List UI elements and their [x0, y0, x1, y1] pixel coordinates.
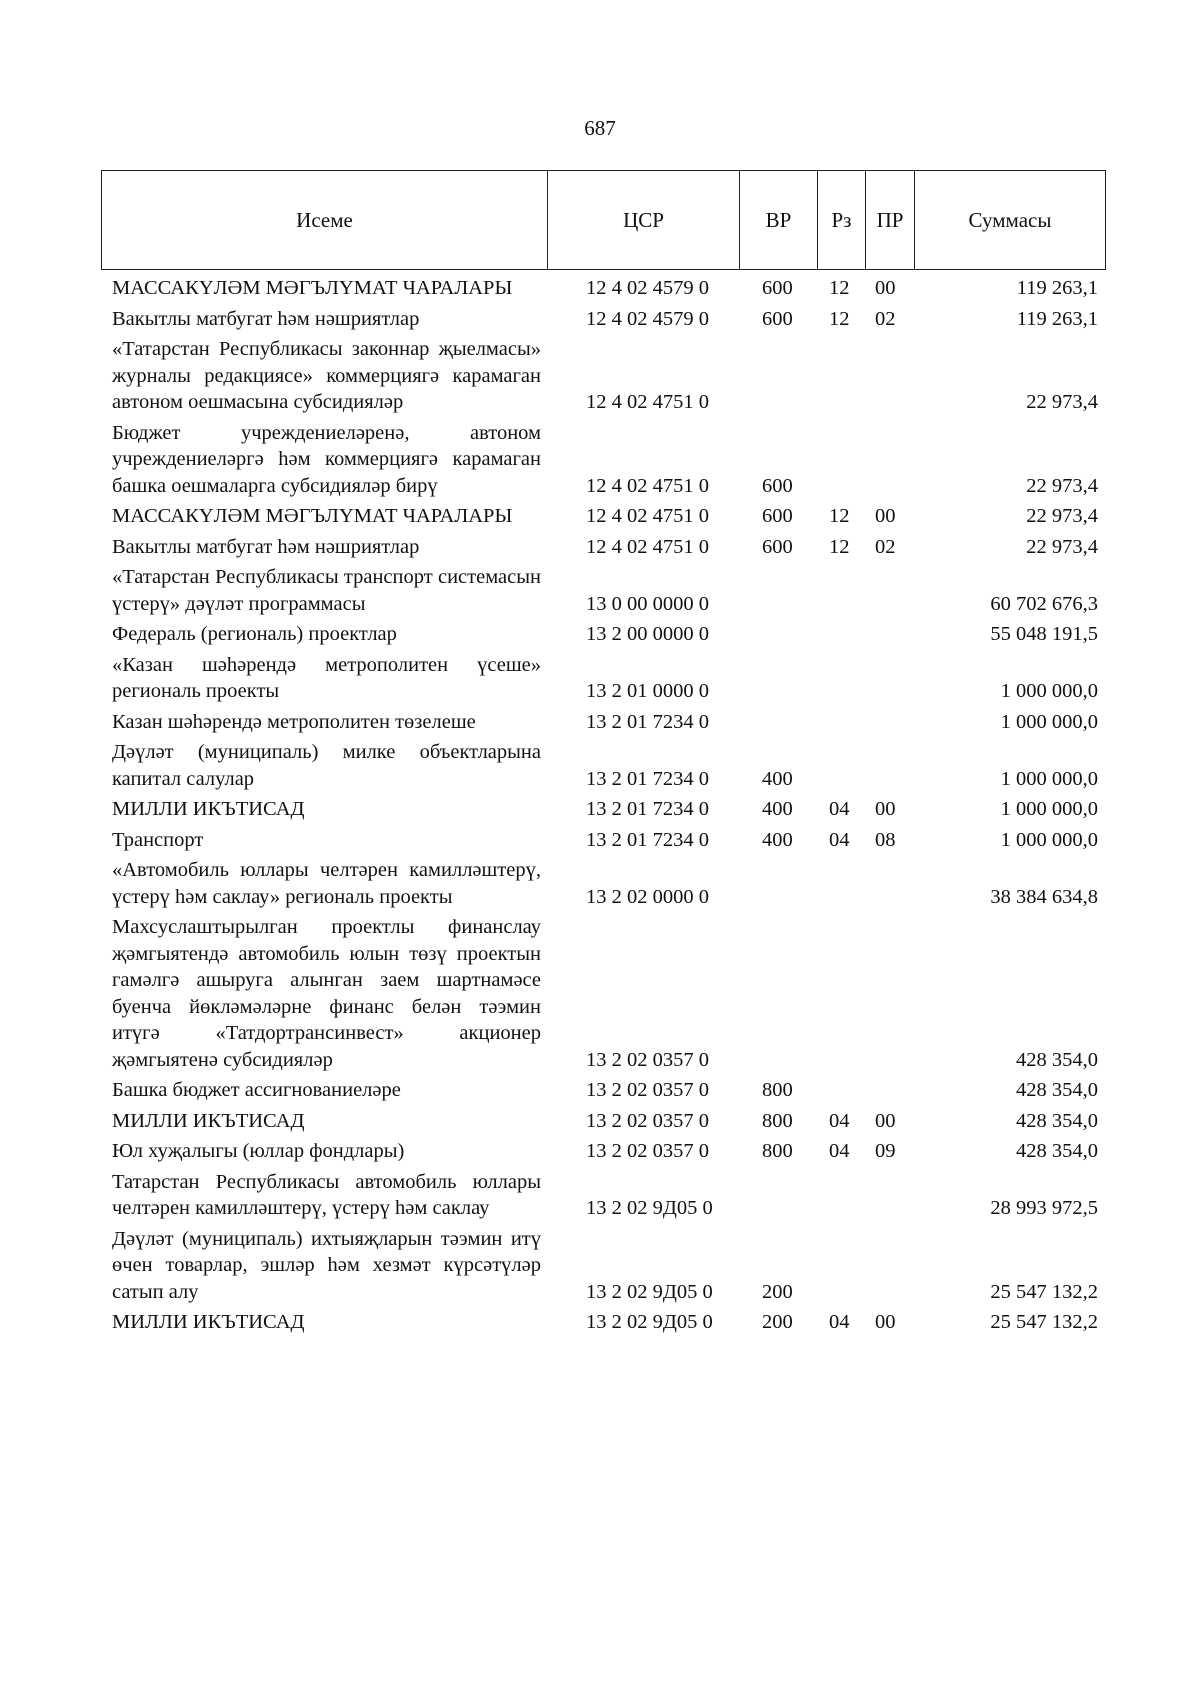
row-sum: 1 000 000,0 — [1000, 798, 1098, 820]
row-csr: 13 2 00 0000 0 — [586, 623, 709, 645]
row-sum: 60 702 676,3 — [990, 592, 1098, 615]
row-sum: 22 973,4 — [1026, 474, 1098, 497]
row-vr: 600 — [762, 277, 793, 299]
header-rz: Рз — [818, 171, 866, 269]
row-csr: 13 2 01 7234 0 — [586, 710, 709, 733]
row-sum: 428 354,0 — [1016, 1140, 1098, 1162]
budget-table-body — [101, 274, 1106, 1339]
row-sum: 428 354,0 — [1016, 1048, 1098, 1071]
row-name: Юл хуҗалыгы (юллар фондлары) — [112, 1140, 405, 1162]
row-rz: 04 — [829, 1109, 850, 1132]
table-row — [101, 620, 1106, 651]
row-rz: 12 — [829, 505, 850, 527]
table-row — [101, 563, 1106, 620]
row-name: Федераль (региональ) проектлар — [112, 623, 397, 645]
row-sum: 22 973,4 — [1026, 391, 1098, 413]
row-name: «Татарстан Республикасы транспорт системасын үстерү» дәүләт программасы — [112, 566, 541, 615]
table-row — [101, 738, 1106, 795]
row-vr: 600 — [762, 474, 793, 497]
row-vr: 800 — [762, 1079, 793, 1101]
table-row — [101, 1076, 1106, 1107]
row-csr: 13 2 02 0357 0 — [586, 1048, 709, 1071]
row-csr: 13 2 02 0357 0 — [586, 1140, 709, 1162]
table-row — [101, 1168, 1106, 1225]
row-vr: 400 — [762, 767, 793, 790]
row-name: МИЛЛИ ИКЪТИСАД — [112, 798, 305, 820]
row-pr: 08 — [875, 828, 896, 851]
table-row — [101, 1137, 1106, 1168]
row-name: МАССАКҮЛӘМ МӘГЪЛҮМАТ ЧАРАЛАРЫ — [112, 277, 513, 299]
row-name: Дәүләт (муниципаль) милке объектларына капитал салулар — [112, 741, 541, 790]
row-pr: 00 — [875, 1311, 896, 1333]
row-pr: 00 — [875, 798, 896, 820]
row-sum: 28 993 972,5 — [990, 1197, 1098, 1219]
row-name: «Автомобиль юллары челтәрен камилләштерү, үстерү һәм саклау» региональ проекты — [112, 859, 541, 908]
row-csr: 13 2 02 9Д05 0 — [586, 1280, 713, 1303]
table-row — [101, 419, 1106, 503]
row-vr: 200 — [762, 1311, 793, 1333]
row-csr: 13 2 02 9Д05 0 — [586, 1311, 713, 1333]
row-name: МИЛЛИ ИКЪТИСАД — [112, 1109, 305, 1132]
row-sum: 119 263,1 — [1016, 307, 1098, 330]
row-sum: 1 000 000,0 — [1000, 680, 1098, 702]
row-name: Вакытлы матбугат һәм нәшриятлар — [112, 535, 420, 558]
row-vr: 400 — [762, 798, 793, 820]
row-name: Транспорт — [112, 828, 204, 851]
row-csr: 12 4 02 4751 0 — [586, 391, 709, 413]
table-row — [101, 651, 1106, 708]
table-row — [101, 335, 1106, 419]
row-name: Вакытлы матбугат һәм нәшриятлар — [112, 307, 420, 330]
table-row — [101, 1308, 1106, 1339]
row-pr: 02 — [875, 307, 896, 330]
row-csr: 12 4 02 4751 0 — [586, 474, 709, 497]
row-name: «Татарстан Республикасы законнар җыелмасы» журналы редакциясе» коммерциягә карамаган автоном оешмасына субсидияләр — [112, 338, 541, 413]
row-vr: 400 — [762, 828, 793, 851]
row-csr: 12 4 02 4751 0 — [586, 505, 709, 527]
row-sum: 1 000 000,0 — [1000, 828, 1098, 851]
row-csr: 13 2 01 7234 0 — [586, 828, 709, 851]
table-row — [101, 826, 1106, 857]
row-rz: 04 — [829, 1140, 850, 1162]
row-sum: 22 973,4 — [1026, 535, 1098, 558]
table-header — [101, 170, 1106, 270]
row-pr: 00 — [875, 277, 896, 299]
row-pr: 00 — [875, 1109, 896, 1132]
row-sum: 38 384 634,8 — [990, 885, 1098, 908]
header-pr: ПР — [866, 171, 915, 269]
table-row — [101, 856, 1106, 913]
row-sum: 428 354,0 — [1016, 1109, 1098, 1132]
row-pr: 02 — [875, 535, 896, 558]
row-csr: 13 2 02 0000 0 — [586, 885, 709, 908]
row-rz: 12 — [829, 535, 850, 558]
row-rz: 04 — [829, 798, 850, 820]
table-row — [101, 795, 1106, 826]
header-name: Исеме — [102, 171, 548, 269]
row-name: «Казан шәһәрендә метрополитен үсеше» региональ проекты — [112, 653, 541, 702]
table-row — [101, 502, 1106, 533]
row-csr: 13 2 02 0357 0 — [586, 1079, 709, 1101]
row-name: МИЛЛИ ИКЪТИСАД — [112, 1311, 305, 1333]
row-pr: 09 — [875, 1140, 896, 1162]
row-name: Башка бюджет ассигнованиеләре — [112, 1079, 401, 1101]
row-rz: 12 — [829, 307, 850, 330]
header-csr: ЦСР — [548, 171, 740, 269]
table-row — [101, 533, 1106, 564]
table-row — [101, 708, 1106, 739]
row-name: Махсуслаштырылган проектлы финанслау җәмгыятендә автомобиль юлын төзү проектын гамәлгә ашыруга алынган заем шартнамәсе буенча йөкләмәләрне финанс белән тәэмин итүгә «Татдортрансинвест» акционер җәмгыятенә субсидияләр — [112, 916, 541, 1071]
table-row — [101, 1107, 1106, 1138]
row-name: Бюджет учреждениеләренә, автоном учреждениеләргә һәм коммерциягә карамаган башка оешмаларга субсидияләр бирү — [112, 421, 541, 497]
row-csr: 12 4 02 4579 0 — [586, 307, 709, 330]
table-row — [101, 1225, 1106, 1309]
row-vr: 600 — [762, 505, 793, 527]
row-sum: 25 547 132,2 — [990, 1280, 1098, 1303]
page-number: 687 — [584, 116, 616, 140]
row-csr: 13 0 00 0000 0 — [586, 592, 709, 615]
row-vr: 200 — [762, 1280, 793, 1303]
row-vr: 800 — [762, 1140, 793, 1162]
table-row — [101, 305, 1106, 336]
row-name: Дәүләт (муниципаль) ихтыяҗларын тәэмин итү өчен товарлар, эшләр һәм хезмәт күрсәтүләр сатып алу — [112, 1227, 541, 1303]
row-csr: 13 2 01 0000 0 — [586, 680, 709, 702]
row-name: Казан шәһәрендә метрополитен төзелеше — [112, 710, 476, 733]
row-sum: 25 547 132,2 — [990, 1311, 1098, 1333]
table-row — [101, 274, 1106, 305]
row-rz: 04 — [829, 1311, 850, 1333]
row-vr: 800 — [762, 1109, 793, 1132]
row-sum: 55 048 191,5 — [990, 623, 1098, 645]
row-csr: 13 2 02 9Д05 0 — [586, 1197, 713, 1219]
header-vr: ВР — [740, 171, 818, 269]
row-csr: 13 2 01 7234 0 — [586, 767, 709, 790]
row-sum: 1 000 000,0 — [1000, 710, 1098, 733]
row-vr: 600 — [762, 535, 793, 558]
row-sum: 22 973,4 — [1026, 505, 1098, 527]
row-csr: 12 4 02 4579 0 — [586, 277, 709, 299]
row-csr: 13 2 02 0357 0 — [586, 1109, 709, 1132]
row-vr: 600 — [762, 307, 793, 330]
row-rz: 04 — [829, 828, 850, 851]
row-name: МАССАКҮЛӘМ МӘГЪЛҮМАТ ЧАРАЛАРЫ — [112, 505, 513, 527]
row-sum: 428 354,0 — [1016, 1079, 1098, 1101]
table-row — [101, 913, 1106, 1076]
row-sum: 1 000 000,0 — [1000, 767, 1098, 790]
header-sum: Суммасы — [968, 207, 1052, 232]
row-name: Татарстан Республикасы автомобиль юллары челтәрен камилләштерү, үстерү һәм саклау — [112, 1170, 541, 1219]
row-pr: 00 — [875, 505, 896, 527]
row-csr: 12 4 02 4751 0 — [586, 535, 709, 558]
row-csr: 13 2 01 7234 0 — [586, 798, 709, 820]
row-sum: 119 263,1 — [1016, 277, 1098, 299]
row-rz: 12 — [829, 277, 850, 299]
